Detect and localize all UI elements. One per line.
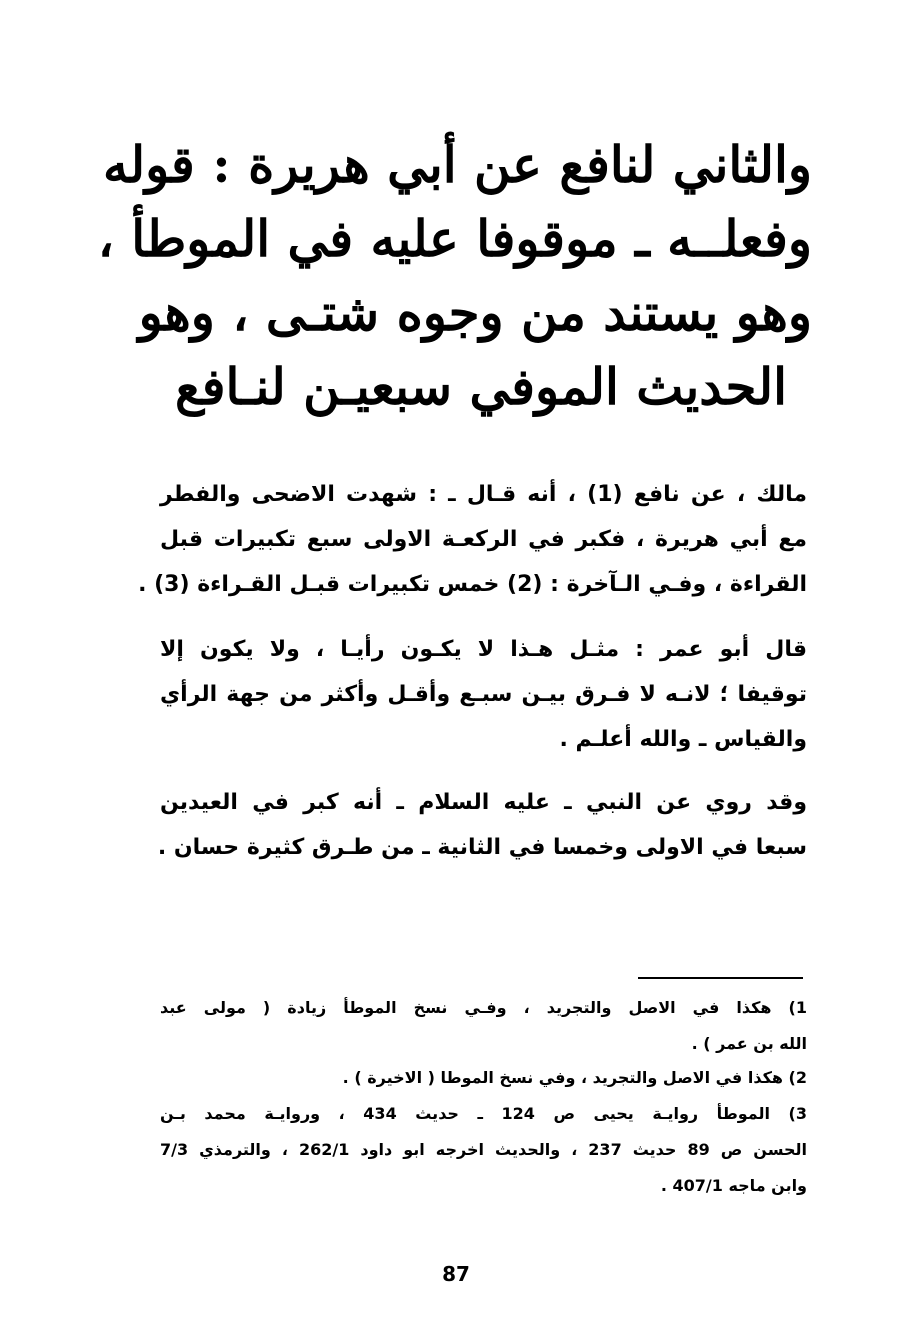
chapter-heading — [97, 128, 812, 424]
paragraph-line: سبعا في الاولى وخمسا في الثانية ـ من طـرق كثيرة حسان . — [157, 835, 807, 860]
body-paragraph — [138, 472, 807, 607]
body-paragraph — [157, 780, 807, 870]
paragraph-line: والقياس ـ والله أعلـم . — [559, 727, 807, 752]
footnote-line: الحسن ص 89 حديث 237 ، والحديث اخرجه ابو داود 262/1 ، والترمذي 7/3 — [160, 1140, 808, 1159]
footnote-line: 2) هكذا في الاصل والتجريد ، وفي نسخ الموطا ( الاخيرة ) . — [342, 1068, 807, 1087]
page-number: 87 — [442, 1262, 470, 1286]
heading-line: الحديث الموفي سبعيـن لنـافع — [175, 357, 787, 416]
paragraph-line: وقد روي عن النبي ـ عليه السلام ـ أنه كبر في العيدين — [160, 790, 807, 815]
body-paragraph — [160, 627, 807, 762]
footnote-line: الله بن عمر ) . — [691, 1034, 807, 1053]
footnote — [160, 990, 807, 1062]
footnote-line: وابن ماجه 407/1 . — [660, 1176, 807, 1195]
paragraph-line: القراءة ، وفـي الـآخرة : (2) خمس تكبيرات قبـل القـراءة (3) . — [138, 572, 807, 597]
footnote — [160, 1096, 807, 1204]
footnote — [160, 1060, 807, 1096]
heading-line: وفعلــه ـ موقوفا عليه في الموطأ ، — [97, 209, 812, 268]
paragraph-line: مع أبي هريرة ، فكبر في الركعـة الاولى سبع تكبيرات قبل — [160, 527, 807, 552]
heading-line: وهو يستند من وجوه شتـى ، وهو — [138, 283, 812, 342]
heading-line: والثاني لنافع عن أبي هريرة : قوله — [103, 135, 812, 194]
paragraph-line: توقيفا ؛ لانـه لا فـرق بيـن سبـع وأقـل وأكثر من جهة الرأي — [160, 682, 807, 707]
footnote-line: 1) هكذا في الاصل والتجريد ، وفـي نسخ الموطأ زيادة ( مولى عبد — [160, 998, 807, 1017]
paragraph-line: قال أبو عمر : مثـل هـذا لا يكـون رأيـا ، ولا يكون إلا — [160, 637, 807, 662]
footnote-divider — [638, 977, 803, 979]
paragraph-line: مالك ، عن نافع (1) ، أنه قـال ـ : شهدت الاضحى والفطر — [160, 482, 807, 507]
footnote-line: 3) الموطأ روايـة يحيى ص 124 ـ حديث 434 ، وروايـة محمد بـن — [160, 1104, 808, 1123]
